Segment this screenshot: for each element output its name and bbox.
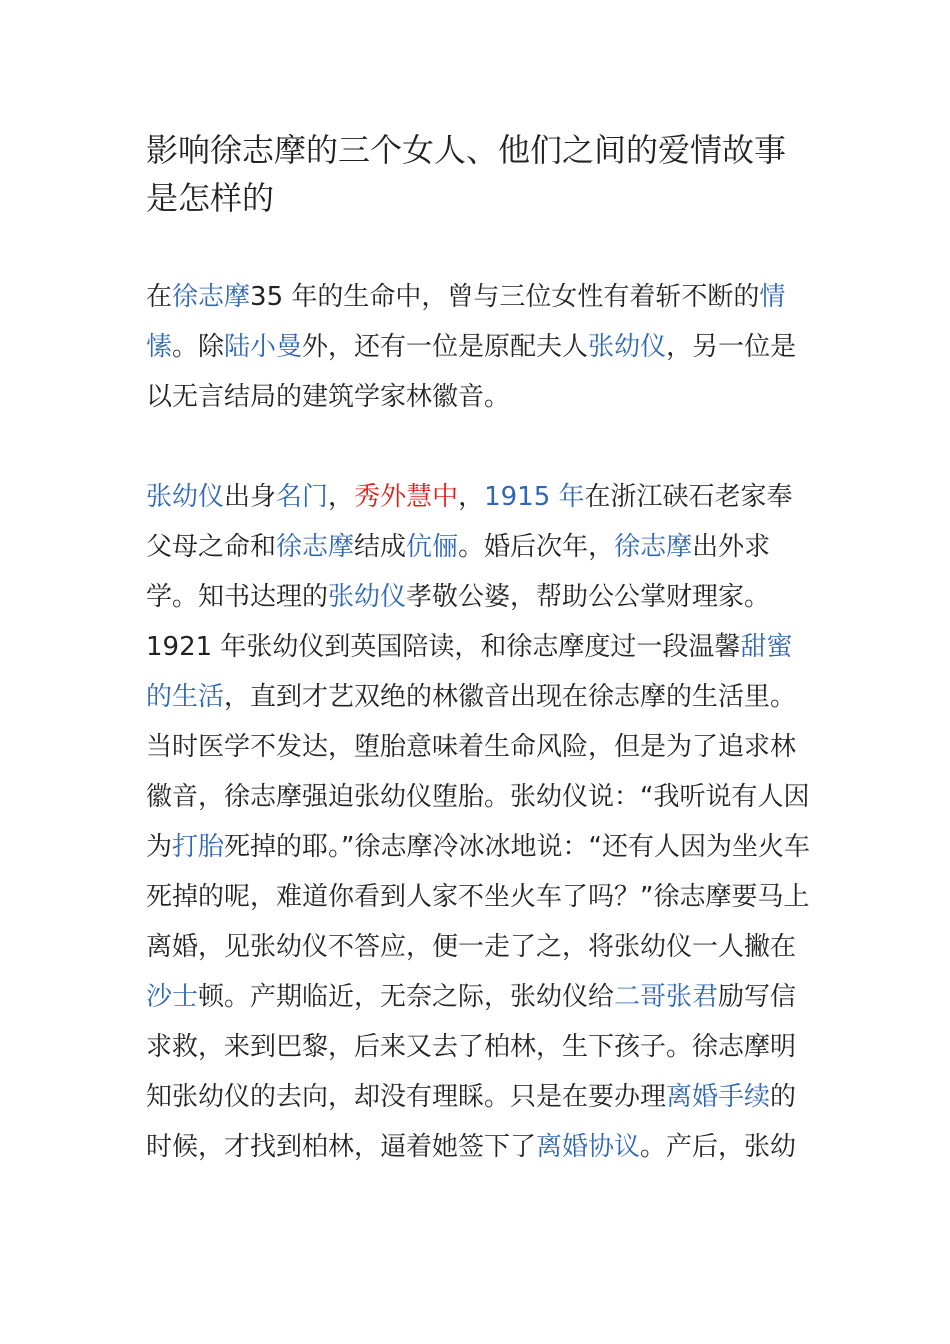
- inline-link[interactable]: 二哥张君: [614, 982, 719, 1012]
- inline-link[interactable]: 离婚协议: [536, 1132, 641, 1162]
- text-run: 结成: [354, 532, 407, 562]
- text-run: 励写信求救，来到巴黎，后来又去了柏林，生下孩子。徐志摩明知张幼仪的去向，却没有理睬。只是在要办理: [146, 982, 797, 1112]
- text-run: 出身: [224, 482, 277, 512]
- inline-link[interactable]: 伉俪: [406, 532, 459, 562]
- inline-link[interactable]: 情愫: [146, 282, 786, 362]
- inline-link[interactable]: 甜蜜的生活: [146, 632, 793, 712]
- inline-link[interactable]: 徐志摩: [614, 532, 693, 562]
- document-page: [146, 126, 812, 1172]
- paragraph-intro: [146, 272, 812, 422]
- text-run: 死掉的耶。”徐志摩冷冰冰地说：“还有人因为坐火车死掉的呢，难道你看到人家不坐火车了吗？”徐志摩要马上离婚，见张幼仪不答应，便一走了之，将张幼仪一人撇在: [146, 832, 810, 962]
- inline-link[interactable]: 陆小曼: [224, 332, 303, 362]
- text-run: 。除: [172, 332, 225, 362]
- text-run: 。婚后次年，: [458, 532, 615, 562]
- inline-link[interactable]: 徐志摩: [276, 532, 355, 562]
- text-run: 出外求学。知书达理的: [146, 532, 771, 612]
- inline-link[interactable]: 张幼仪: [146, 482, 225, 512]
- inline-link[interactable]: 打胎: [172, 832, 225, 862]
- text-run: 35 年的生命中，曾与三位女性有着斩不断的: [250, 282, 760, 312]
- text-run: ，: [458, 482, 485, 512]
- inline-link[interactable]: 张幼仪: [588, 332, 667, 362]
- text-run: 孝敬公婆，帮助公公掌财理家。1921 年张幼仪到英国陪读，和徐志摩度过一段温馨: [146, 582, 771, 662]
- text-run: ，: [328, 482, 355, 512]
- inline-link[interactable]: 名门: [276, 482, 329, 512]
- text-run: 外，还有一位是原配夫人: [302, 332, 589, 362]
- inline-link[interactable]: 徐志摩: [172, 282, 251, 312]
- text-run: 。产后，张幼: [640, 1132, 797, 1162]
- inline-link[interactable]: 1915 年: [484, 482, 585, 512]
- inline-link[interactable]: 离婚手续: [666, 1082, 771, 1112]
- text-run: ，直到才艺双绝的林徽音出现在徐志摩的生活里。当时医学不发达，堕胎意味着生命风险，但是为了追求林徽音，徐志摩强迫张幼仪堕胎。张幼仪说：“我听说有人因为: [146, 682, 810, 862]
- document-title: 影响徐志摩的三个女人、他们之间的爱情故事是怎样的: [146, 131, 787, 217]
- text-run: ，另一位是以无言结局的建筑学家林徽音。: [146, 332, 797, 412]
- text-run: 在浙江硖石老家奉父母之命和: [146, 482, 793, 562]
- highlighted-text: 秀外慧中: [354, 482, 459, 512]
- inline-link[interactable]: 沙士: [146, 982, 199, 1012]
- inline-link[interactable]: 张幼仪: [328, 582, 407, 612]
- text-run: 顿。产期临近，无奈之际，张幼仪给: [198, 982, 615, 1012]
- text-run: 在: [146, 282, 173, 312]
- paragraph-zhang-youyi: [146, 472, 812, 1172]
- text-run: 的时候，才找到柏林，逼着她签下了: [146, 1082, 797, 1162]
